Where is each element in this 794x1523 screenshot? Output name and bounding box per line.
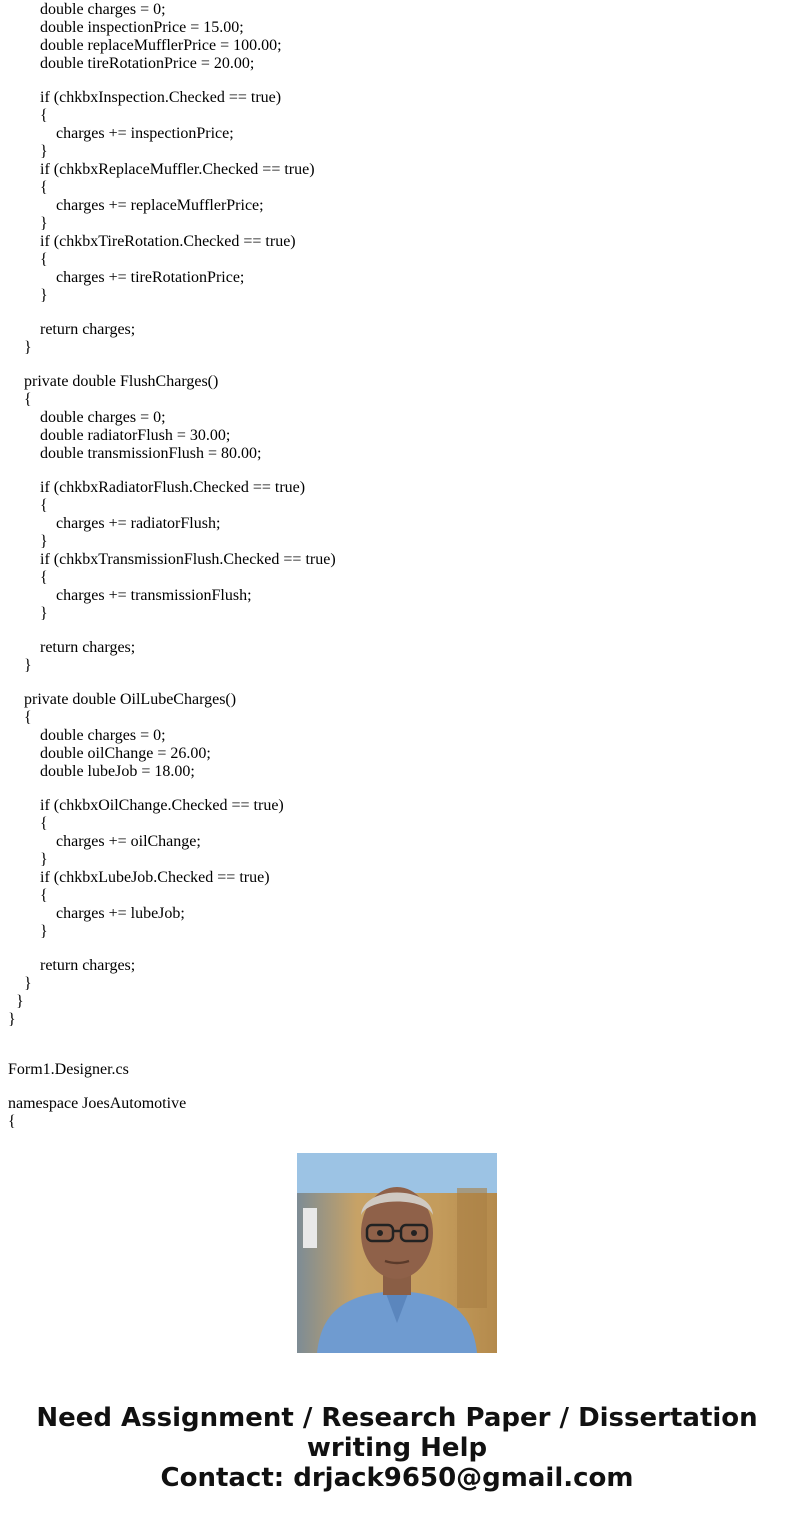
code-line: }	[8, 143, 48, 160]
code-line: {	[8, 887, 48, 904]
code-line: {	[8, 815, 48, 832]
code-line: }	[8, 533, 48, 550]
code-line: }	[8, 215, 48, 232]
code-line	[8, 1045, 788, 1061]
code-line: }	[8, 923, 48, 940]
code-line: }	[8, 975, 32, 992]
code-line: double replaceMufflerPrice = 100.00;	[8, 37, 282, 54]
code-line: double lubeJob = 18.00;	[8, 763, 195, 780]
code-line: if (chkbxInspection.Checked == true)	[8, 89, 282, 106]
code-line: double tireRotationPrice = 20.00;	[8, 55, 255, 72]
code-line: charges += transmissionFlush;	[8, 587, 252, 604]
code-line	[8, 73, 788, 89]
code-line	[8, 463, 788, 479]
promo-contact-line: Contact: drjack9650@gmail.com	[160, 1463, 634, 1493]
code-line	[8, 623, 788, 639]
code-line: private double OilLubeCharges()	[8, 691, 237, 708]
code-line: double oilChange = 26.00;	[8, 745, 211, 762]
code-line: return charges;	[8, 321, 136, 338]
code-line: {	[8, 391, 32, 408]
code-line: double charges = 0;	[8, 1, 166, 18]
code-line: {	[8, 497, 48, 514]
code-line: charges += replaceMufflerPrice;	[8, 197, 264, 214]
code-line: double transmissionFlush = 80.00;	[8, 445, 262, 462]
code-line: Form1.Designer.cs	[8, 1061, 129, 1078]
code-line: if (chkbxReplaceMuffler.Checked == true)	[8, 161, 315, 178]
code-line: charges += oilChange;	[8, 833, 201, 850]
code-line: if (chkbxTransmissionFlush.Checked == true)	[8, 551, 336, 568]
avatar-photo-icon	[297, 1153, 497, 1353]
code-line: if (chkbxLubeJob.Checked == true)	[8, 869, 270, 886]
code-line	[8, 941, 788, 957]
code-line: return charges;	[8, 957, 136, 974]
code-line: }	[8, 851, 48, 868]
code-line: return charges;	[8, 639, 136, 656]
code-line: }	[8, 657, 32, 674]
code-line: }	[8, 605, 48, 622]
code-line: if (chkbxRadiatorFlush.Checked == true)	[8, 479, 306, 496]
code-line	[8, 357, 788, 373]
code-line: if (chkbxOilChange.Checked == true)	[8, 797, 284, 814]
code-line: }	[8, 339, 32, 356]
code-line: charges += lubeJob;	[8, 905, 185, 922]
code-line	[8, 781, 788, 797]
code-line: }	[8, 993, 24, 1010]
promo-line-2: writing Help	[306, 1433, 488, 1463]
author-avatar	[297, 1153, 497, 1353]
code-line: private double FlushCharges()	[8, 373, 219, 390]
code-line: double inspectionPrice = 15.00;	[8, 19, 244, 36]
code-line: charges += tireRotationPrice;	[8, 269, 245, 286]
code-line: double charges = 0;	[8, 409, 166, 426]
code-listing	[8, 1, 788, 1130]
code-line: {	[8, 1113, 16, 1130]
promo-banner	[0, 1403, 794, 1493]
code-line	[8, 1029, 788, 1045]
code-line: {	[8, 569, 48, 586]
code-line: double radiatorFlush = 30.00;	[8, 427, 231, 444]
code-line	[8, 305, 788, 321]
code-line: charges += inspectionPrice;	[8, 125, 234, 142]
code-line: {	[8, 179, 48, 196]
code-line: }	[8, 1011, 16, 1028]
code-line: if (chkbxTireRotation.Checked == true)	[8, 233, 296, 250]
code-line: {	[8, 107, 48, 124]
code-line: charges += radiatorFlush;	[8, 515, 221, 532]
code-line: {	[8, 709, 32, 726]
code-line	[8, 675, 788, 691]
code-line	[8, 1079, 788, 1095]
code-line: double charges = 0;	[8, 727, 166, 744]
code-line: namespace JoesAutomotive	[8, 1095, 187, 1112]
code-line: }	[8, 287, 48, 304]
promo-line-1: Need Assignment / Research Paper / Dissertation	[36, 1403, 758, 1433]
code-line: {	[8, 251, 48, 268]
